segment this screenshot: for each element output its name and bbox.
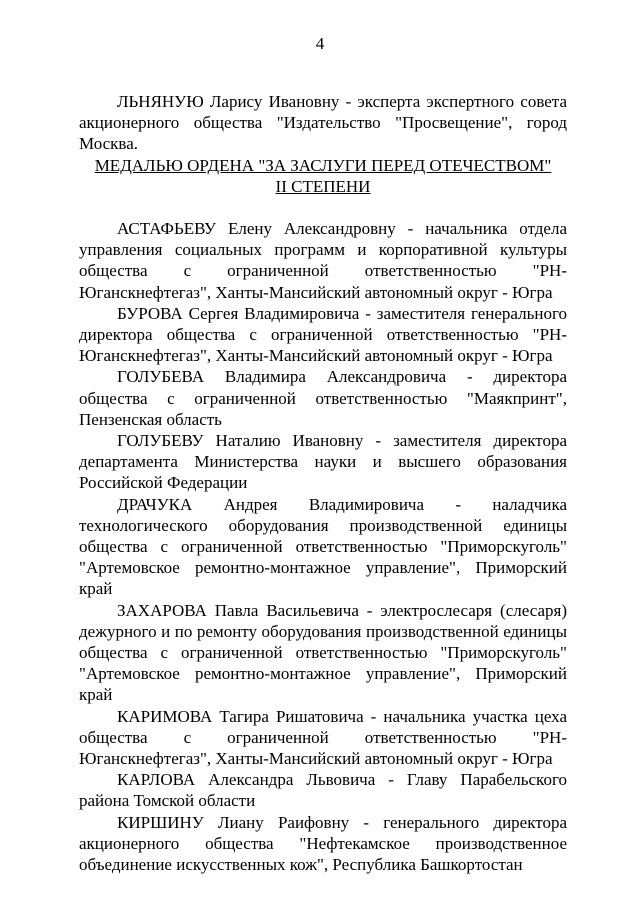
- awardee-entry: ГОЛУБЕВА Владимира Александровича - директора общества с ограниченной ответственностью "Маякпринт", Пензенская область: [79, 367, 567, 429]
- intro-paragraph: ЛЬНЯНУЮ Ларису Ивановну - эксперта экспертного совета акционерного общества "Издательство "Просвещение", город Москва.: [79, 92, 567, 154]
- heading-line-2: II СТЕПЕНИ: [275, 177, 371, 197]
- page-number: 4: [315, 34, 325, 53]
- awardee-entry: БУРОВА Сергея Владимировича - заместителя генерального директора общества с ограниченной ответственностью "РН-Юганскнефтегаз", Ханты-Мансийский автономный округ - Югра: [79, 303, 567, 366]
- awardee-entry: ДРАЧУКА Андрея Владимировича - наладчика технологического оборудования производственной единицы общества с ограниченной ответственностью "Приморскуголь" "Артемовское ремонтно-монтажное управление", Приморский край: [79, 494, 567, 599]
- awardee-entry: КИРШИНУ Лиану Раифовну - генерального директора акционерного общества "Нефтекамское производственное объединение искусственных кож", Республика Башкортостан: [79, 812, 567, 875]
- award-heading: [79, 155, 567, 197]
- heading-line-1: МЕДАЛЬЮ ОРДЕНА "ЗА ЗАСЛУГИ ПЕРЕД ОТЕЧЕСТВОМ": [94, 156, 552, 175]
- awardee-entry: АСТАФЬЕВУ Елену Александровну - начальника отдела управления социальных программ и корпоративной культуры общества с ограниченной ответственностью "РН-Юганскнефтегаз", Ханты-Мансийский автономный округ - Югра: [79, 219, 567, 302]
- intro-block: [79, 91, 567, 155]
- awardee-entry: КАРИМОВА Тагира Ришатовича - начальника участка цеха общества с ограниченной ответственностью "РН-Юганскнефтегаз", Ханты-Мансийский автономный округ - Югра: [79, 706, 567, 769]
- awardee-list: [79, 218, 567, 875]
- awardee-entry: ЗАХАРОВА Павла Васильевича - электрослесаря (слесаря) дежурного и по ремонту оборудования производственной единицы общества с ограниченной ответственностью "Приморскуголь" "Артемовское ремонтно-монтажное управление", Приморский край: [79, 600, 567, 705]
- awardee-entry: КАРЛОВА Александра Львовича - Главу Парабельского района Томской области: [79, 770, 567, 811]
- awardee-entry: ГОЛУБЕВУ Наталию Ивановну - заместителя директора департамента Министерства науки и высшего образования Российской Федерации: [79, 431, 567, 493]
